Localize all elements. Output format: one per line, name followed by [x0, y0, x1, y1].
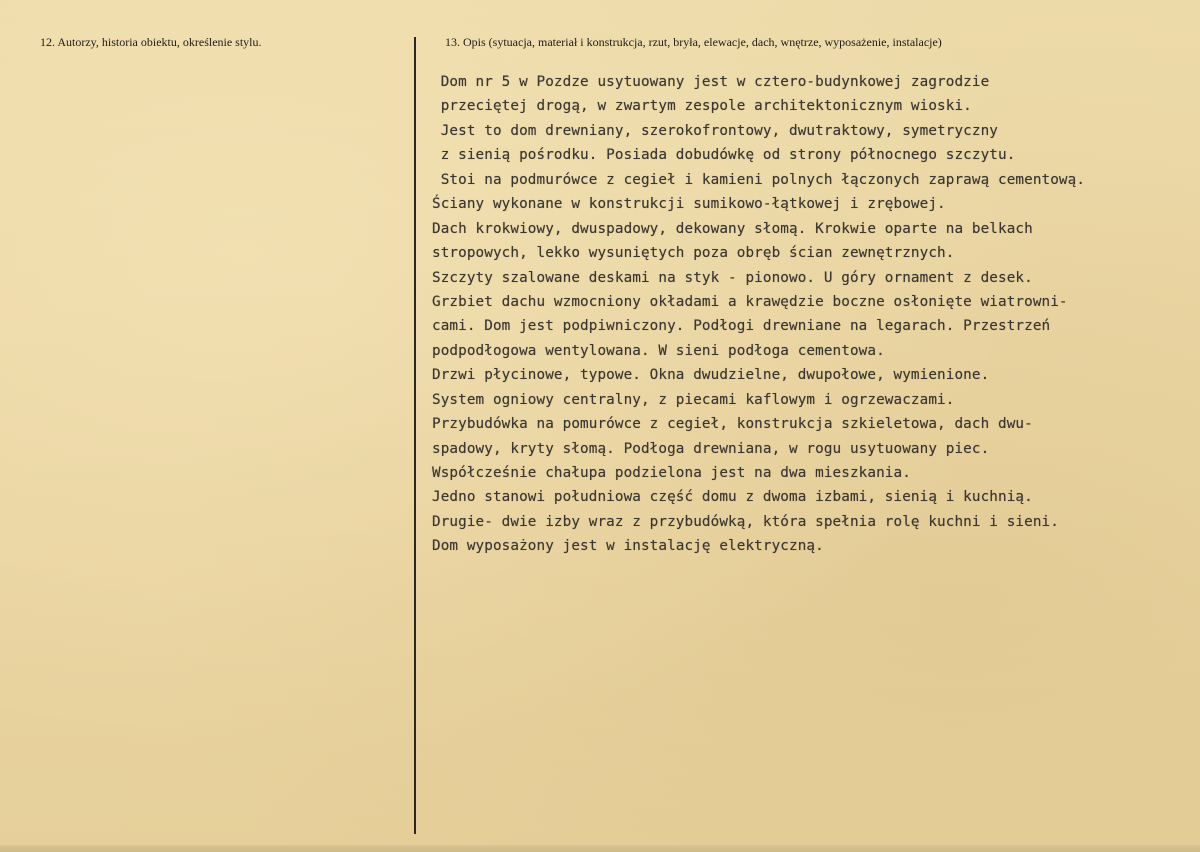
text-line: Dach krokwiowy, dwuspadowy, dekowany słomą. Krokwie oparte na belkach — [432, 220, 1033, 237]
page-bottom-edge — [0, 845, 1200, 852]
column-divider — [414, 37, 416, 834]
text-line: przeciętej drogą, w zwartym zespole architektonicznym wioski. — [432, 98, 972, 115]
text-line: spadowy, kryty słomą. Podłoga drewniana, w rogu usytuowany piec. — [432, 440, 990, 457]
text-line: System ogniowy centralny, z piecami kaflowym i ogrzewaczami. — [432, 391, 955, 408]
text-line: Grzbiet dachu wzmocniony okładami a krawędzie boczne osłonięte wiatrowni- — [432, 293, 1068, 310]
text-line: z sienią pośrodku. Posiada dobudówkę od strony północnego szczytu. — [432, 147, 1016, 164]
text-line: Drzwi płycinowe, typowe. Okna dwudzielne, dwupołowe, wymienione. — [432, 367, 990, 384]
text-line: Współcześnie chałupa podzielona jest na dwa mieszkania. — [432, 465, 911, 481]
text-line: Stoi na podmurówce z cegieł i kamieni polnych łączonych zaprawą cementową. — [432, 171, 1086, 188]
text-line: Szczyty szalowane deskami na styk - pionowo. U góry ornament z desek. — [432, 269, 1033, 286]
text-line: Dom nr 5 w Pozdze usytuowany jest w cztero-budynkowej zagrodzie — [432, 74, 990, 90]
text-line: stropowych, lekko wysuniętych poza obręb ścian zewnętrznych. — [432, 245, 955, 262]
text-line: Drugie- dwie izby wraz z przybudówką, która spełnia rolę kuchni i sieni. — [432, 513, 1059, 530]
text-line: Przybudówka na pomurówce z cegieł, konstrukcja szkieletowa, dach dwu- — [432, 416, 1033, 433]
text-line: Jest to dom drewniany, szerokofrontowy, dwutraktowy, symetryczny — [432, 122, 998, 139]
text-line: podpodłogowa wentylowana. W sieni podłoga cementowa. — [432, 342, 885, 359]
text-line: Ściany wykonane w konstrukcji sumikowo-łątkowej i zrębowej. — [432, 196, 946, 213]
text-line: cami. Dom jest podpiwniczony. Podłogi drewniane na legarach. Przestrzeń — [432, 318, 1051, 335]
text-line: Jedno stanowi południowa część domu z dwoma izbami, sienią i kuchnią. — [432, 489, 1033, 506]
field-13-label: 13. Opis (sytuacja, materiał i konstrukcja, rzut, bryła, elewacje, dach, wnętrze, wyposażenie, instalacje) — [445, 35, 942, 49]
field-12-label: 12. Autorzy, historia obiektu, określenie stylu. — [40, 35, 262, 49]
text-line: Dom wyposażony jest w instalację elektryczną. — [432, 538, 824, 555]
field-13-typed-text — [432, 70, 1085, 559]
